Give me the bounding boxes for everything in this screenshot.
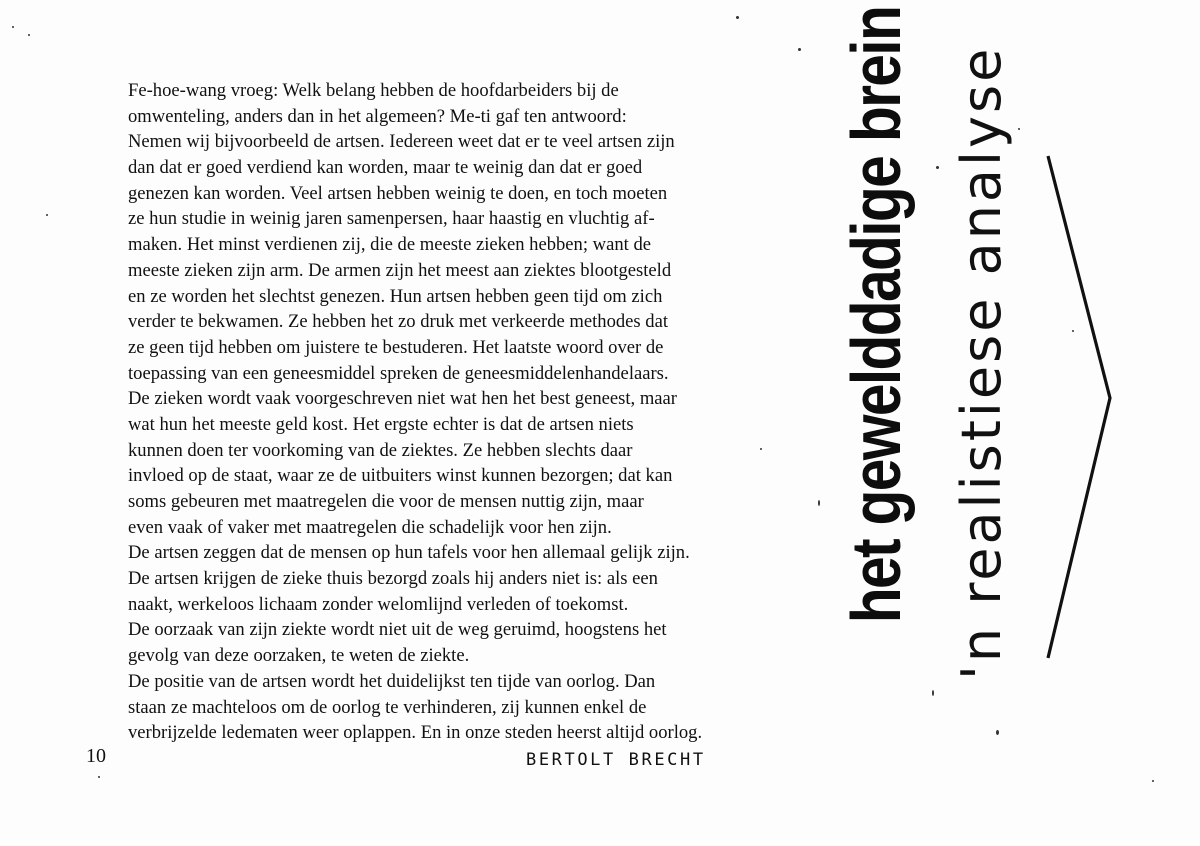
scan-speck [798,48,801,51]
scan-speck [1152,780,1154,782]
body-line: naakt, werkeloos lichaam zonder welomlijnd verleden of toekomst. [128,593,629,615]
title-text: het gewelddadige brein [837,6,915,624]
body-line: De artsen zeggen dat de mensen op hun tafels voor hen allemaal gelijk zijn. [128,542,690,564]
body-line: omwenteling, anders dan in het algemeen? Me-ti gaf ten antwoord: [128,105,627,127]
scan-speck [736,16,739,19]
vertical-title [837,6,915,682]
body-line: De oorzaak van zijn ziekte wordt niet uit de weg geruimd, hoogstens het [128,619,667,641]
body-line: maken. Het minst verdienen zij, die de meeste zieken hebben; want de [128,234,652,256]
scan-speck [760,448,762,450]
scan-speck [818,500,820,506]
scan-speck [1018,128,1020,130]
scan-speck [1072,330,1074,332]
body-line: wat hun het meeste geld kost. Het ergste echter is dat de artsen niets [128,413,634,435]
body-line: en ze worden het slechtst genezen. Hun artsen hebben geen tijd om zich [128,285,663,307]
body-line: De positie van de artsen wordt het duidelijkst ten tijde van oorlog. Dan [128,670,656,692]
scan-speck [12,26,14,28]
author-name: BERTOLT BRECHT [526,750,706,770]
body-line: ze geen tijd hebben om juistere te bestuderen. Het laatste woord over de [128,336,664,358]
subtitle-text: 'n realistiese analyse [950,45,1013,680]
body-line: De artsen krijgen de zieke thuis bezorgd zoals hij anders niet is: als een [128,568,658,590]
scan-speck [936,166,939,169]
body-line: Fe-hoe-wang vroeg: Welk belang hebben de hoofdarbeiders bij de [128,80,619,101]
chevron-right-icon [1030,150,1130,670]
scan-speck [46,214,48,216]
body-line: soms gebeuren met maatregelen die voor de mensen nuttig zijn, maar [128,491,644,512]
body-line: ze hun studie in weinig jaren samenpersen, haar haastig en vluchtig af- [128,208,655,230]
body-line: even vaak of vaker met maatregelen die schadelijk voor hen zijn. [128,516,612,538]
body-line: toepassing van een geneesmiddel spreken de geneesmiddelenhandelaars. [128,362,669,384]
body-line: De zieken wordt vaak voorgeschreven niet wat hen het best geneest, maar [128,388,677,410]
vertical-subtitle [950,45,1013,680]
scan-speck [932,690,934,696]
body-line: verder te bekwamen. Ze hebben het zo druk met verkeerde methodes dat [128,311,669,333]
body-line: gevolg van deze oorzaken, te weten de ziekte. [128,645,470,667]
body-line: staan ze machteloos om de oorlog te verhinderen, zij kunnen enkel de [128,696,647,718]
body-line: kunnen doen ter voorkoming van de ziektes. Ze hebben slechts daar [128,439,633,461]
body-line: Nemen wij bijvoorbeeld de artsen. Iedereen weet dat er te veel artsen zijn [128,131,675,153]
scan-speck [28,34,30,36]
scan-speck [996,730,999,735]
body-line: genezen kan worden. Veel artsen hebben weinig te doen, en toch moeten [128,182,668,204]
body-text [128,78,758,746]
scan-speck [98,776,100,778]
body-line: invloed op de staat, waar ze de uitbuiters winst kunnen bezorgen; dat kan [128,465,673,487]
body-line: verbrijzelde ledematen weer oplappen. En in onze steden heerst altijd oorlog. [128,722,703,744]
body-line: meeste zieken zijn arm. De armen zijn het meest aan ziektes blootgesteld [128,259,672,281]
body-line: dan dat er goed verdiend kan worden, maar te weinig dan dat er goed [128,157,643,179]
page-number: 10 [86,745,106,767]
